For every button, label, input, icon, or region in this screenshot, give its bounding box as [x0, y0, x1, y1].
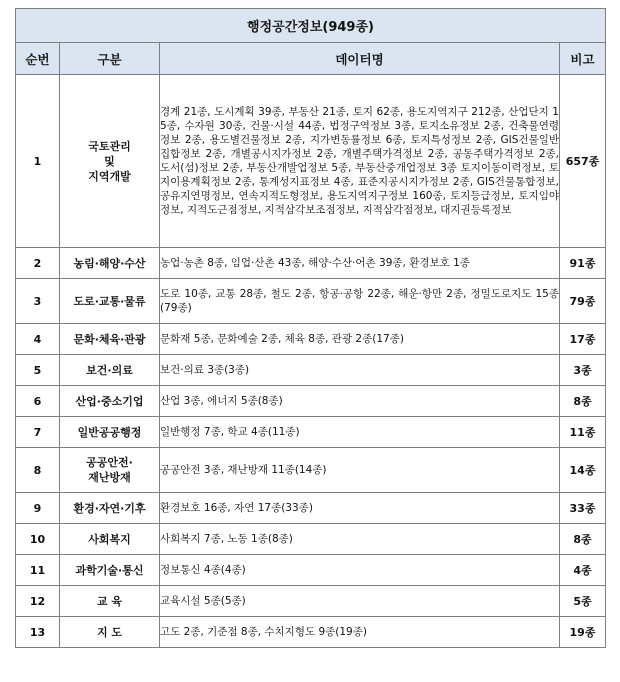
- row-data-names: 공공안전 3종, 재난방재 11종(14종): [160, 448, 560, 493]
- row-number: 11: [16, 555, 60, 586]
- category-line: 국토관리: [88, 139, 131, 153]
- row-category: [60, 75, 160, 248]
- row-number: 12: [16, 586, 60, 617]
- row-category: [60, 493, 160, 524]
- table-row: [16, 75, 606, 248]
- row-data-names: 산업 3종, 에너지 5종(8종): [160, 386, 560, 417]
- table-row: [16, 448, 606, 493]
- row-category: [60, 617, 160, 648]
- spatial-info-table: [15, 8, 606, 648]
- table-row: [16, 355, 606, 386]
- table-row: [16, 617, 606, 648]
- category-line: 도로·교통·물류: [73, 294, 146, 308]
- category-line: 공공안전·: [86, 456, 133, 469]
- table-row: [16, 586, 606, 617]
- row-category: [60, 448, 160, 493]
- row-note-count: 17종: [560, 324, 606, 355]
- row-category: [60, 355, 160, 386]
- row-number: 6: [16, 386, 60, 417]
- row-category: [60, 586, 160, 617]
- category-line: 지역개발: [88, 169, 131, 183]
- row-data-names: 정보통신 4종(4종): [160, 555, 560, 586]
- category-line: 문화·체육·관광: [73, 332, 146, 346]
- table-row: [16, 493, 606, 524]
- row-note-count: 11종: [560, 417, 606, 448]
- row-number: 10: [16, 524, 60, 555]
- row-category: [60, 248, 160, 279]
- row-data-names: 보건·의료 3종(3종): [160, 355, 560, 386]
- row-note-count: 79종: [560, 279, 606, 324]
- table-row: [16, 524, 606, 555]
- table-row: [16, 279, 606, 324]
- header-category: 구분: [60, 43, 160, 75]
- row-number: 13: [16, 617, 60, 648]
- row-category: [60, 279, 160, 324]
- table-row: [16, 248, 606, 279]
- row-category: [60, 386, 160, 417]
- row-data-names: 사회복지 7종, 노동 1종(8종): [160, 524, 560, 555]
- row-note-count: 5종: [560, 586, 606, 617]
- row-data-names: 고도 2종, 기준점 8종, 수치지형도 9종(19종): [160, 617, 560, 648]
- row-note-count: 8종: [560, 524, 606, 555]
- row-note-count: 33종: [560, 493, 606, 524]
- category-line: 과학기술·통신: [75, 563, 144, 577]
- category-line: 및: [104, 154, 115, 168]
- row-number: 9: [16, 493, 60, 524]
- table-title: 행정공간정보(949종): [16, 9, 606, 43]
- row-data-names: 일반행정 7종, 학교 4종(11종): [160, 417, 560, 448]
- row-number: 4: [16, 324, 60, 355]
- row-data-names: 문화재 5종, 문화예술 2종, 체육 8종, 관광 2종(17종): [160, 324, 560, 355]
- row-note-count: 91종: [560, 248, 606, 279]
- row-number: 8: [16, 448, 60, 493]
- header-row: [16, 43, 606, 75]
- row-note-count: 657종: [560, 75, 606, 248]
- row-number: 2: [16, 248, 60, 279]
- category-line: 농림·해양·수산: [73, 256, 146, 270]
- row-note-count: 4종: [560, 555, 606, 586]
- row-number: 1: [16, 75, 60, 248]
- row-category: [60, 524, 160, 555]
- category-line: 산업·중소기업: [75, 394, 144, 408]
- row-data-names: 환경보호 16종, 자연 17종(33종): [160, 493, 560, 524]
- header-no: 순번: [16, 43, 60, 75]
- category-line: 환경·자연·기후: [73, 501, 146, 515]
- row-data-names: 농업·농촌 8종, 임업·산촌 43종, 해양·수산·어촌 39종, 환경보호 1종: [160, 248, 560, 279]
- header-data: 데이터명: [160, 43, 560, 75]
- row-number: 7: [16, 417, 60, 448]
- category-line: 보건·의료: [86, 363, 133, 377]
- row-note-count: 3종: [560, 355, 606, 386]
- table-row: [16, 417, 606, 448]
- row-data-names: 경계 21종, 도시계획 39종, 부동산 21종, 토지 62종, 용도지역지구 212종, 산업단지 15종, 수자원 30종, 건물·시설 44종, 법정구역정보 3종, 토지소유정보 2종, 건축물연령정보 2종, 용도별건물정보 2종, 지가변동률정보 6종, 토지특성정보 2종, GIS건물일반집합정보 2종, 개별공시지가정보 2종, 개별주택가격정보 2종, 공동주택가격정보 2종, 도서(섬)정보 2종, 부동산개발업정보 5종, 부동산중개업정보 3종 토지이동이력정보, 토지이용계획정보 2종, 통계성지표정보 4종, 표준지공시지가정보 2종, GIS건물통합정보, 공유지연명정보, 연속지적도형정보, 용도지역지구정보 160종, 토지등급정보, 토지임야정보, 지적도근점정보, 지적삼각보조점정보, 지적삼각점정보, 대지권등록정보: [160, 75, 560, 248]
- row-data-names: 도로 10종, 교통 28종, 철도 2종, 항공·공항 22종, 해운·항만 2종, 정밀도로지도 15종(79종): [160, 279, 560, 324]
- category-line: 일반공공행정: [77, 425, 142, 439]
- row-data-names: 교육시설 5종(5종): [160, 586, 560, 617]
- table-row: [16, 555, 606, 586]
- row-note-count: 14종: [560, 448, 606, 493]
- row-number: 5: [16, 355, 60, 386]
- category-line: 교 육: [96, 594, 123, 608]
- table-row: [16, 386, 606, 417]
- header-note: 비고: [560, 43, 606, 75]
- row-category: [60, 417, 160, 448]
- table-row: [16, 324, 606, 355]
- category-line: 재난방재: [88, 471, 131, 484]
- row-note-count: 8종: [560, 386, 606, 417]
- row-note-count: 19종: [560, 617, 606, 648]
- row-number: 3: [16, 279, 60, 324]
- category-line: 지 도: [96, 625, 123, 639]
- row-category: [60, 555, 160, 586]
- row-category: [60, 324, 160, 355]
- category-line: 사회복지: [88, 532, 131, 546]
